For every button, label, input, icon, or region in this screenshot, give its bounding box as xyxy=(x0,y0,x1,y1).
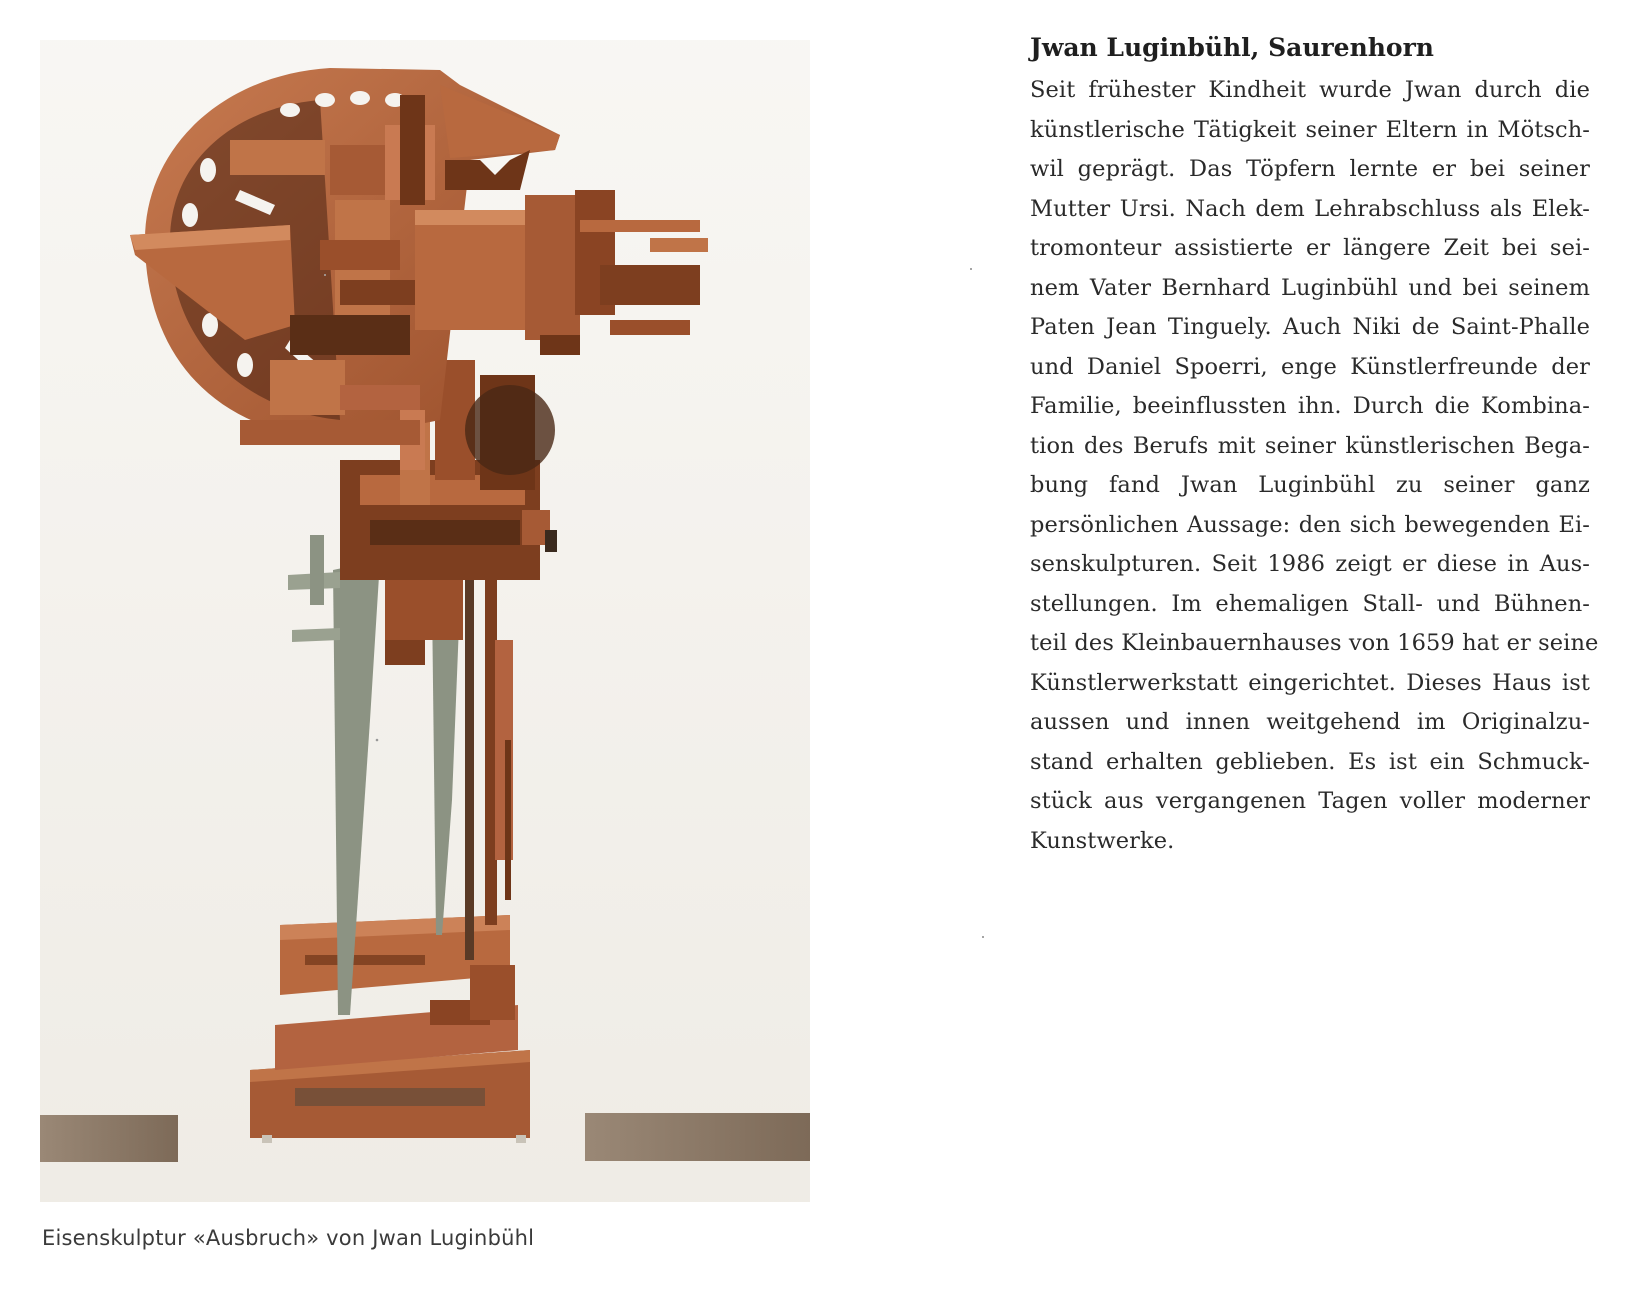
body-line: tion des Berufs mit seiner künstlerischen Bega- xyxy=(1030,432,1590,459)
body-line: Paten Jean Tinguely. Auch Niki de Saint-Phalle xyxy=(1030,314,1590,340)
body-line: teil des Kleinbauernhauses von 1659 hat er seine xyxy=(1030,630,1599,656)
body-line: Künstlerwerkstatt eingerichtet. Dieses Haus ist xyxy=(1030,669,1590,696)
sculpture-base xyxy=(250,915,530,1143)
body-line: künstlerische Tätigkeit seiner Eltern in Mötsch- xyxy=(1030,116,1590,143)
body-line: persönlichen Aussage: den sich bewegenden Ei- xyxy=(1030,511,1590,538)
article-body xyxy=(1030,71,1599,861)
body-line: stand erhalten geblieben. Es ist ein Schmuck- xyxy=(1030,748,1590,775)
paper-speck xyxy=(970,268,972,270)
sculpture-photo xyxy=(40,40,810,1202)
body-line: stück aus vergangenen Tagen voller moderner xyxy=(1030,788,1590,814)
body-line: bung fand Jwan Luginbühl zu seiner ganz xyxy=(1030,472,1590,498)
body-line: Familie, beeinflussten ihn. Durch die Kombina- xyxy=(1030,393,1590,419)
body-line: Mutter Ursi. Nach dem Lehrabschluss als Elek- xyxy=(1030,195,1590,222)
body-line: nem Vater Bernhard Luginbühl und bei seinem xyxy=(1030,274,1590,301)
body-line: tromonteur assistierte er längere Zeit bei sei- xyxy=(1030,235,1590,261)
body-line: stellungen. Im ehemaligen Stall- und Bühnen- xyxy=(1030,590,1590,617)
body-line: Seit frühester Kindheit wurde Jwan durch die xyxy=(1030,77,1590,103)
body-line: und Daniel Spoerri, enge Künstlerfreunde der xyxy=(1030,353,1590,380)
body-line: Kunstwerke. xyxy=(1030,827,1175,854)
article xyxy=(1030,31,1599,861)
article-title: Jwan Luginbühl, Saurenhorn xyxy=(1030,33,1434,62)
body-line: aussen und innen weitgehend im Originalzu- xyxy=(1030,709,1590,735)
body-line: senskulpturen. Seit 1986 zeigt er diese in Aus- xyxy=(1030,551,1590,577)
photo-caption: Eisenskulptur «Ausbruch» von Jwan Luginbühl xyxy=(42,1226,535,1250)
body-line: wil geprägt. Das Töpfern lernte er bei seiner xyxy=(1030,156,1590,182)
paper-speck xyxy=(982,936,984,938)
